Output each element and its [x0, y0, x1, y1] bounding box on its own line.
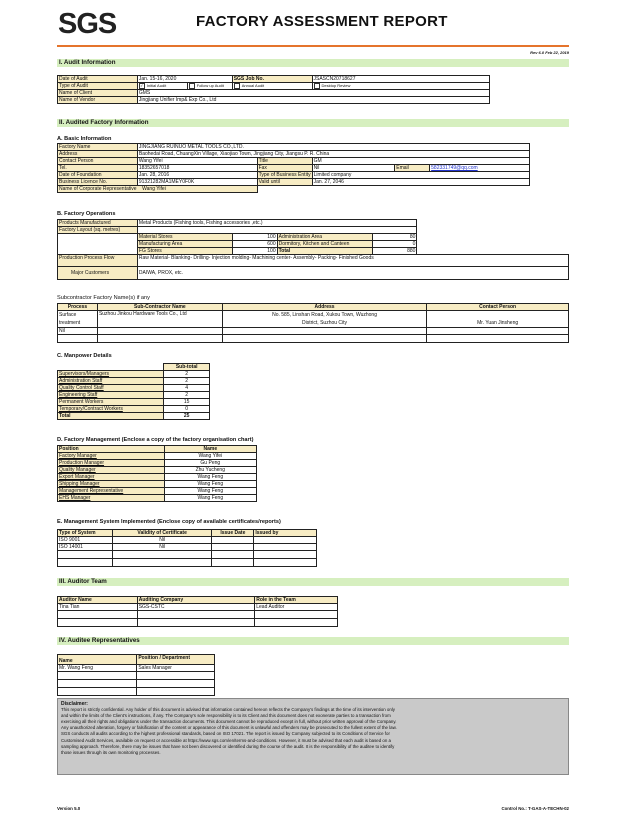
auditee-header: Position / Department — [137, 655, 215, 665]
management-header: Position — [58, 446, 165, 453]
subcon-empty — [58, 335, 98, 343]
management-position: EHS Manager — [58, 495, 165, 502]
subcon-address-line: District, Suzhou City — [302, 320, 348, 326]
type-option-label: Annual Audit — [241, 83, 265, 89]
management-position: Factory Manager — [58, 453, 165, 460]
client-label: Name of Client — [58, 90, 138, 97]
manpower-table — [57, 363, 210, 420]
tel-label: Tel. — [58, 165, 138, 172]
job-value: JSASCN20718627 — [312, 76, 490, 83]
section-factory-information: II. Audited Factory Information — [57, 119, 569, 127]
factory-name-value: JINGJIANG RUINUO METAL TOOLS CO.,LTD. — [137, 144, 529, 151]
mgmt-system-header: Issue Date — [212, 530, 254, 537]
mgmt-system-type: ISO 9001 — [58, 537, 113, 544]
management-name: Wang Yifei — [164, 453, 256, 460]
auditor-empty — [137, 619, 255, 627]
subcon-title: Subcontractor Factory Name(s) if any — [57, 295, 150, 301]
auditor-name: Tina Tian — [58, 604, 138, 611]
mgmt-system-empty — [212, 551, 254, 559]
header-divider — [57, 45, 569, 47]
layout-area-b: Dormitory, Kitchen and Canteen — [277, 241, 372, 248]
address-label: Address — [58, 151, 138, 158]
report-title: FACTORY ASSESSMENT REPORT — [196, 13, 448, 30]
disclaimer-line: sampling approach. Therefore, there may be issues that have not been discovered or identified during the course of the audit. It is the responsibility of the auditee to identify — [61, 743, 395, 749]
type-option-label: Initial Audit — [146, 83, 167, 89]
auditor-header: Auditor Name — [58, 597, 138, 604]
mgmt-system-empty — [212, 559, 254, 567]
mgmt-system-empty — [58, 559, 113, 567]
subcon-empty — [97, 335, 222, 343]
empty-cell — [257, 186, 529, 193]
email-link[interactable]: 582331749@qq.com — [431, 165, 478, 171]
disclaimer-line: and within the limits of the Client's instructions, if any. The Company's sole responsibility is to its Client and this document does not exonerate parties to a transaction from — [61, 713, 391, 719]
layout-total-label: Total — [277, 248, 372, 255]
auditee-empty — [137, 672, 215, 680]
manpower-value: 2 — [164, 371, 210, 378]
date-label: Date of Audit — [58, 76, 138, 83]
vendor-value: Jingjiang Unifier Imp& Exp Co., Ltd — [137, 97, 489, 104]
type-option-followup[interactable] — [187, 83, 232, 90]
mgmt-system-title: E. Management System Implemented (Enclose copy of available certificates/reports) — [57, 519, 281, 525]
subcon-header: Sub-Contractor Name — [97, 304, 222, 311]
address-value: Baohedai Road, ChuangXin Village, Xiaojiao Town, Jingjiang City, Jiangsu P. R. China — [137, 151, 529, 158]
subcon-empty — [427, 335, 569, 343]
sgs-logo: SGS — [58, 8, 117, 40]
disclaimer-heading: Disclaimer: — [61, 701, 88, 707]
fax-value: Nil — [312, 165, 395, 172]
management-table — [57, 445, 257, 502]
manpower-value: 0 — [164, 406, 210, 413]
customers-label-cell — [58, 267, 138, 280]
auditor-empty — [58, 611, 138, 619]
mgmt-system-header: Type of System — [58, 530, 113, 537]
products-value: Metal Products (Fishing tools, Fishing accessories ,etc.) — [137, 220, 417, 227]
manpower-value: 2 — [164, 392, 210, 399]
subcon-address — [222, 328, 426, 335]
auditee-empty — [58, 672, 137, 680]
mgmt-system-header: Issued by — [254, 530, 317, 537]
subcon-process-line: treatment — [59, 320, 81, 326]
auditee-empty — [137, 688, 215, 696]
mgmt-system-header: Validity of Certificate — [112, 530, 212, 537]
mgmt-system-empty — [112, 559, 212, 567]
auditor-empty — [255, 619, 338, 627]
flow-value: Raw Material- Blanking- Drilling- Injection molding- Machining center- Assembly- Packing- Finished Goods — [137, 255, 568, 267]
vendor-label: Name of Vendor — [58, 97, 138, 104]
subcon-name — [97, 328, 222, 335]
business-type-label: Type of Business Entity — [258, 172, 311, 178]
mgmt-system-validity: Nil — [112, 537, 212, 544]
operations-title: B. Factory Operations — [57, 211, 116, 217]
email-label: Email — [395, 165, 430, 172]
mgmt-system-issue-date — [212, 537, 254, 544]
products-label: Products Manufactured — [58, 220, 138, 227]
type-option-annual[interactable] — [232, 83, 312, 90]
auditee-position: Sales Manager — [137, 665, 215, 672]
layout-indent — [58, 234, 138, 241]
management-position: Quality Manager — [58, 467, 165, 474]
layout-area-a: FG Stores — [137, 248, 232, 255]
disclaimer-line: those issues through its own monitoring processes. — [61, 749, 161, 755]
empty-cell — [417, 241, 569, 248]
tel-value: 18352657018 — [137, 165, 257, 172]
auditee-empty — [137, 680, 215, 688]
subcontractor-table — [57, 303, 569, 343]
section-auditor-team: III. Auditor Team — [57, 578, 569, 586]
audit-info-table — [57, 75, 490, 104]
type-option-initial[interactable] — [137, 83, 187, 90]
manpower-total-label: Total — [58, 413, 164, 420]
manpower-label: Administration Staff — [58, 378, 164, 385]
section-auditee-representatives: IV. Auditee Representatives — [57, 637, 569, 645]
mgmt-system-issue-date — [212, 544, 254, 551]
auditee-table — [57, 654, 215, 696]
auditee-empty — [58, 688, 137, 696]
factory-name-label: Factory Name — [58, 144, 138, 151]
subcon-process — [58, 311, 98, 328]
layout-spacer — [137, 227, 417, 234]
flow-label: Production Process Flow — [58, 255, 138, 267]
layout-area-a-value: 100 — [232, 248, 277, 255]
footer-control-number: Control No.: T-GAS-A-TECHN-02 — [501, 806, 569, 811]
auditor-company: SGS-CSTC — [137, 604, 255, 611]
subcon-address-line: No. 585, Linshan Road, Xukou Town, Wuzhong — [272, 312, 377, 318]
auditor-role: Lead Auditor — [255, 604, 338, 611]
type-label: Type of Audit — [58, 83, 138, 90]
license-label: Business Licence No. — [58, 179, 138, 186]
manpower-title: C. Manpower Details — [57, 353, 112, 359]
basic-info-table — [57, 143, 530, 193]
mgmt-system-empty — [254, 551, 317, 559]
customers-value: DAIWA, PROX, etc. — [137, 267, 568, 280]
auditor-empty — [137, 611, 255, 619]
checkbox-icon[interactable] — [234, 83, 240, 89]
management-title: D. Factory Management (Enclose a copy of the factory organisation chart) — [57, 437, 254, 443]
corporate-rep-label — [58, 186, 258, 193]
mgmt-system-empty — [112, 551, 212, 559]
management-name: Wang Feng — [164, 488, 256, 495]
contact-value: Wang Yifei — [137, 158, 257, 165]
layout-area-a-value: 100 — [232, 234, 277, 241]
title-label: Title — [257, 158, 312, 165]
layout-total-value: 880 — [372, 248, 417, 255]
subcon-name: Suzhou Jinkou Hardware Tools Co., Ltd — [97, 311, 222, 328]
email-value[interactable] — [430, 165, 530, 172]
checkbox-checked-icon[interactable]: ✓ — [140, 83, 144, 88]
subcon-contact — [427, 328, 569, 335]
mgmt-system-validity: Nil — [112, 544, 212, 551]
manpower-label: Quality Control Staff — [58, 385, 164, 392]
checkbox-icon[interactable] — [189, 83, 195, 89]
subcon-header: Contact Person — [427, 304, 569, 311]
auditor-header: Auditing Company — [137, 597, 255, 604]
layout-area-b-value: 80 — [372, 234, 417, 241]
title-value: GM — [312, 158, 529, 165]
manpower-value: 2 — [164, 378, 210, 385]
mgmt-system-empty — [254, 559, 317, 567]
disclaimer-line: exercising all their rights and obligations under the transaction documents. This document cannot be reproduced except in full, without prior written approval of the Company. — [61, 719, 397, 725]
valid-value: Jan. 27, 2046 — [312, 179, 529, 186]
disclaimer-line: Customised Audit Services, available on request or accessible at https://www.sgs.com/en/terms-and-conditions. However, it must be advised that each audit is based on a — [61, 737, 391, 743]
date-value: Jan. 15-16, 2020 — [137, 76, 232, 83]
valid-label: Valid until — [257, 179, 312, 186]
management-position: Export Manager — [58, 474, 165, 481]
corporate-rep-label-text: Name of Corporate Representative — [59, 186, 137, 192]
manpower-label: Engineering Staff — [58, 392, 164, 399]
business-type-value: Limited company — [312, 172, 529, 179]
subcon-process-line: Surface — [59, 312, 77, 318]
manpower-corner — [58, 364, 164, 371]
auditee-header: Name — [58, 655, 137, 665]
mgmt-system-table — [57, 529, 317, 567]
contact-label: Contact Person — [58, 158, 138, 165]
disclaimer-line: Any unauthorized alteration, forgery or falsification of the content or appearance of this document is unlawful and offenders may be prosecuted to the fullest extent of the law. — [61, 725, 397, 731]
section-audit-information: I. Audit Information — [57, 59, 569, 67]
layout-area-a-value: 600 — [232, 241, 277, 248]
subcon-empty — [222, 335, 426, 343]
layout-area-a: Manufacturing Area — [137, 241, 232, 248]
auditee-name: Mr. Wang Feng — [58, 665, 137, 672]
manpower-value: 4 — [164, 385, 210, 392]
client-value: GMS — [137, 90, 489, 97]
subcon-header: Address — [222, 304, 426, 311]
management-position: Shipping Manager — [58, 481, 165, 488]
manpower-total-value: 25 — [164, 413, 210, 420]
fax-label: Fax — [257, 165, 312, 172]
subcon-address — [222, 311, 426, 328]
manpower-label: Supervisors/Managers — [58, 371, 164, 378]
disclaimer-line: This report is strictly confidential. Any holder of this document is advised that information contained hereon reflects the Company's findings at the time of its intervention only — [61, 707, 395, 713]
management-header: Name — [164, 446, 256, 453]
management-name: Gu Peng — [164, 460, 256, 467]
license-value: 91321282MA1MEY0F0K — [137, 179, 257, 186]
subcon-process: Nil — [58, 328, 98, 335]
management-name: Wang Feng — [164, 474, 256, 481]
layout-area-b: Administration Area — [277, 234, 372, 241]
layout-area-a: Material Stores — [137, 234, 232, 241]
auditor-header: Role in the Team — [255, 597, 338, 604]
foundation-value: Jan. 28, 2016 — [137, 172, 257, 179]
manpower-value: 15 — [164, 399, 210, 406]
auditor-empty — [255, 611, 338, 619]
subcon-contact: Mr. Yuan Jinsheng — [427, 311, 569, 328]
checkbox-icon[interactable] — [314, 83, 320, 89]
foundation-label: Date of Foundation — [58, 172, 138, 179]
management-position: Production Manager — [58, 460, 165, 467]
layout-indent — [58, 241, 138, 248]
type-option-label: Follow up Audit — [196, 83, 224, 89]
type-option-desktop[interactable] — [312, 83, 490, 90]
disclaimer-line: SGS conducts all audits according to the highest professional standards, based on ISO 17021. The report is issued by Company subjected to its Conditions of Service for — [61, 731, 390, 737]
management-name: Wang Feng — [164, 481, 256, 488]
layout-area-b-value: 0 — [372, 241, 417, 248]
mgmt-system-issued-by — [254, 537, 317, 544]
job-label: SGS Job No. — [232, 76, 312, 83]
basic-info-title: A. Basic Information — [57, 136, 112, 142]
layout-indent — [58, 248, 138, 255]
mgmt-system-empty — [58, 551, 113, 559]
auditor-team-table — [57, 596, 338, 627]
corporate-rep-value: Wang Yifei — [142, 186, 166, 192]
customers-label: Major Customers — [71, 270, 110, 276]
empty-cell — [417, 227, 569, 234]
revision-label: Rev 6.0 Feb 22, 2019 — [530, 50, 569, 55]
footer-version: Version 5.0 — [57, 806, 81, 811]
empty-cell — [417, 248, 569, 255]
layout-label: Factory Layout (sq. metres) — [58, 227, 138, 234]
management-name: Zhu Yucheng — [164, 467, 256, 474]
empty-cell — [417, 220, 569, 227]
auditor-empty — [58, 619, 138, 627]
management-name: Wang Feng — [164, 495, 256, 502]
subcon-header: Process — [58, 304, 98, 311]
mgmt-system-type: ISO 14001 — [58, 544, 113, 551]
auditee-empty — [58, 680, 137, 688]
management-position: Management Representative — [58, 488, 165, 495]
disclaimer-box — [57, 698, 569, 775]
manpower-label: Permanent Workers — [58, 399, 164, 406]
manpower-label: Temporary/Contract Workers — [58, 406, 164, 413]
empty-cell — [417, 234, 569, 241]
operations-table — [57, 219, 569, 280]
mgmt-system-issued-by — [254, 544, 317, 551]
type-option-label: Desktop Review — [321, 83, 351, 89]
manpower-subtotal-header: Sub-total — [164, 364, 210, 371]
